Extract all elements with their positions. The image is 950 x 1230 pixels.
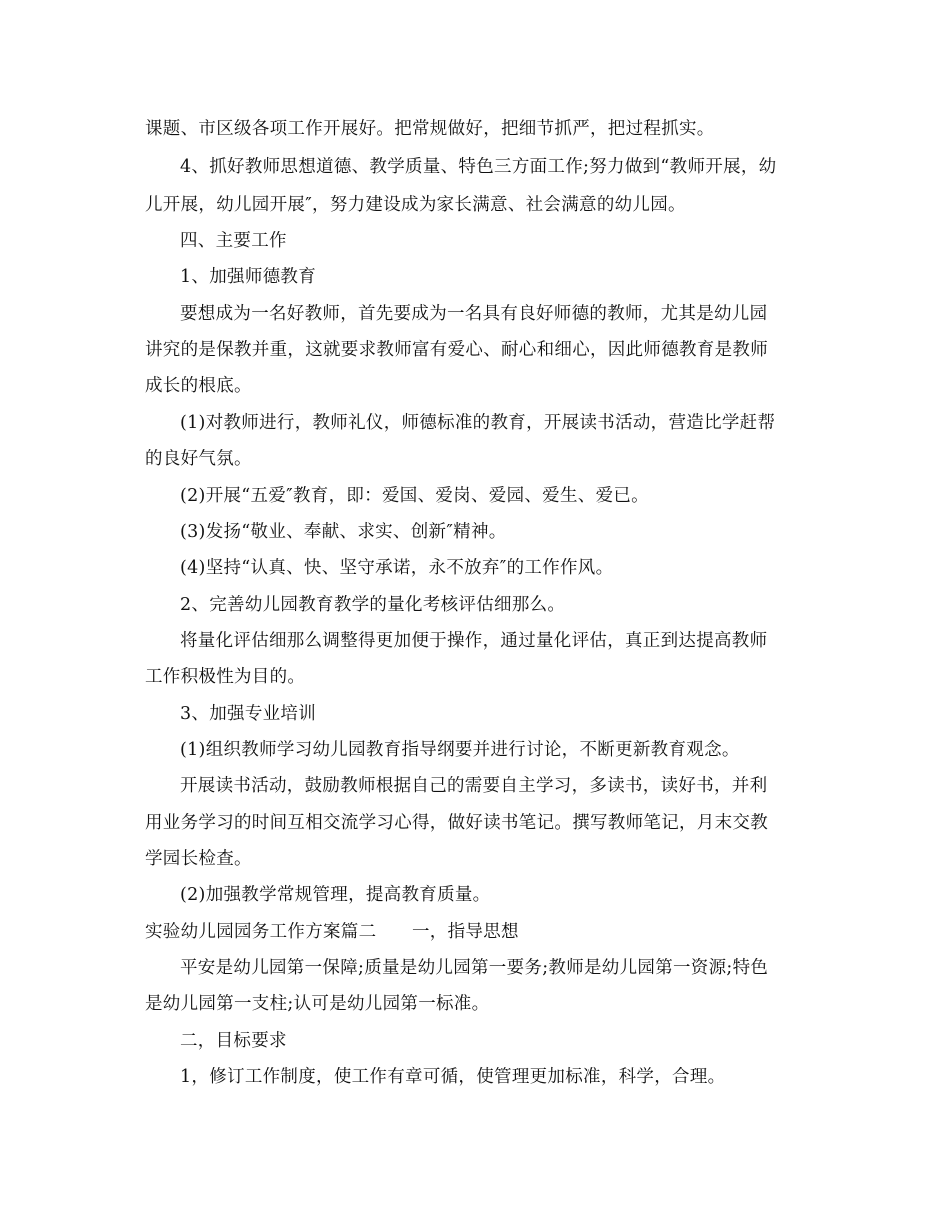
list-item: (2)加强教学常规管理，提高教育质量。 [180, 885, 491, 905]
subsection-heading: 2、完善幼儿园教育教学的量化考核评估细那么。 [180, 595, 566, 615]
paragraph-line: 成长的根底。 [145, 376, 252, 396]
subsection-heading: 3、加强专业培训 [180, 704, 317, 724]
section-title: 实验幼儿园园务工作方案篇二 一，指导思想 [145, 922, 519, 942]
list-item: (2)开展“五爱″教育，即：爱国、爱岗、爱园、爱生、爱已。 [180, 486, 649, 506]
paragraph-line: 4、抓好教师思想道德、教学质量、特色三方面工作;努力做到“教师开展，幼 [180, 157, 777, 177]
paragraph-line: 将量化评估细那么调整得更加便于操作，通过量化评估，真正到达提高教师 [180, 631, 768, 651]
paragraph-line: 平安是幼儿园第一保障;质量是幼儿园第一要务;教师是幼儿园第一资源;特色 [180, 958, 769, 978]
list-item: (1)组织教师学习幼儿园教育指导纲要并进行讨论，不断更新教育观念。 [180, 740, 740, 760]
section-heading: 四、主要工作 [180, 231, 287, 251]
section-heading: 二，目标要求 [180, 1031, 287, 1051]
paragraph-line: 1，修订工作制度，使工作有章可循，使管理更加标准，科学，合理。 [180, 1067, 726, 1087]
subsection-heading: 1、加强师德教育 [180, 267, 317, 287]
paragraph-line: 要想成为一名好教师，首先要成为一名具有良好师德的教师，尤其是幼儿园 [180, 304, 768, 324]
paragraph-line: (1)对教师进行，教师礼仪，师德标准的教育，开展读书活动，营造比学赶帮 [180, 413, 776, 433]
paragraph-line: 讲究的是保教并重，这就要求教师富有爱心、耐心和细心，因此师德教育是教师 [145, 340, 768, 360]
paragraph-line: 是幼儿园第一支柱;认可是幼儿园第一标准。 [145, 994, 490, 1014]
paragraph-line: 儿开展，幼儿园开展″，努力建设成为家长满意、社会满意的幼儿园。 [145, 195, 686, 215]
paragraph-line: 工作积极性为目的。 [145, 667, 306, 687]
paragraph-line: 学园长检查。 [145, 849, 252, 869]
paragraph-line: 用业务学习的时间互相交流学习心得，做好读书笔记。撰写教师笔记，月末交教 [145, 813, 768, 833]
list-item: (3)发扬“敬业、奉献、求实、创新″精神。 [180, 522, 507, 542]
paragraph-line: 的良好气氛。 [145, 449, 252, 469]
list-item: (4)坚持“认真、快、坚守承诺，永不放弃″的工作作风。 [180, 558, 614, 578]
paragraph-line: 开展读书活动，鼓励教师根据自己的需要自主学习，多读书，读好书，并利 [180, 776, 768, 796]
paragraph-line: 课题、市区级各项工作开展好。把常规做好，把细节抓严，把过程抓实。 [145, 119, 715, 139]
